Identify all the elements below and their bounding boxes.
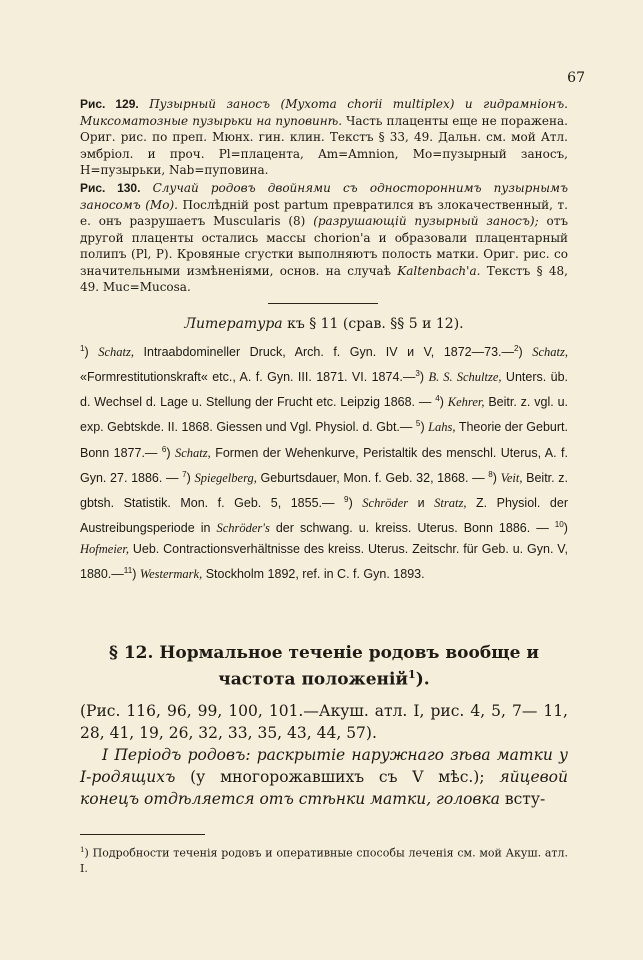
figure-title: Пузырный заносъ (Myxoma chorii multiplex) и гидрамніонъ. Миксоматозные пузырьки на пуповинѣ.: [80, 97, 568, 128]
footnote-rule: [80, 834, 205, 835]
ref-author: Spiegelberg,: [194, 470, 257, 485]
ref-number: 1: [80, 344, 85, 353]
ref-text: Stockholm 1892, ref. in C. f. Gyn. 1893.: [205, 567, 425, 582]
literature-scope: къ § 11 (срав. §§ 5 и 12).: [287, 316, 464, 332]
ref-text: и: [417, 496, 425, 511]
paragraph-text: всту-: [504, 790, 546, 808]
ref-author: B. S. Schultze,: [428, 370, 502, 385]
ref-author: Schröder: [362, 496, 409, 511]
footnote-marker: 1: [408, 668, 416, 681]
ref-author: Stratz,: [434, 496, 467, 511]
ref-number: 5: [415, 419, 421, 429]
ref-text: der schwang. u. kreiss. Uterus. Bonn 1886. —: [275, 521, 555, 536]
figure-italic-name: Kaltenbach'a.: [397, 263, 481, 278]
literature-title: Литература: [184, 316, 283, 332]
ref-number: 8: [488, 469, 493, 479]
figure-caption-129: [80, 96, 568, 179]
ref-number: 9: [344, 494, 349, 504]
ref-author: Kehrer,: [447, 395, 485, 410]
section-body: [80, 700, 568, 810]
footnote-text: ) Подробности теченія родовъ и оперативные способы леченія см. мой Акуш. атл. I.: [80, 846, 568, 875]
ref-text: «Formrestitutionskraft« etc., A. f. Gyn. III. 1871. VI. 1874.—: [80, 370, 416, 385]
figure-italic-note: (разрушающій пузырный заносъ);: [313, 214, 539, 228]
ref-number: 4: [435, 394, 440, 404]
ref-text: Z. Physiol. der Austreibungsperiode in: [80, 496, 568, 536]
figure-label: Рис. 129.: [80, 97, 139, 111]
ref-text: Beitr. z. gbtsh. Statistik. Mon. f. Geb. 5, 1855.—: [80, 470, 568, 511]
figure-title: Случай родовъ двойнями съ одностороннимъ пузырнымъ заносомъ (Mo).: [80, 181, 568, 212]
ref-author: Schatz,: [532, 345, 568, 360]
figure-caption-130: [80, 180, 568, 296]
figure-body: Послѣдній post partum превратился въ злокачественный, т. е. онъ разрушаетъ Muscularis (8): [80, 197, 568, 228]
ref-number: 10: [554, 520, 564, 530]
ref-number: 3: [415, 369, 420, 379]
ref-author: Westermark,: [139, 567, 203, 582]
figure-references: (Рис. 116, 96, 99, 100, 101.—Акуш. атл. I, рис. 4, 5, 7— 11, 28, 41, 19, 26, 32, 33, 35, 43, 44, 57).: [80, 702, 568, 742]
paragraph-text: (у многорожавшихъ съ V мѣс.);: [190, 768, 485, 786]
paragraph-italic: I Періодъ родовъ: раскрытіе наружнаго зѣва матки у I-родящихъ: [80, 746, 568, 786]
ref-author: Lahs,: [428, 420, 456, 435]
footnote: [80, 842, 568, 876]
literature-heading: [80, 316, 568, 332]
ref-author: Schatz,: [98, 345, 134, 360]
section-title: § 12. Нормальное теченіе родовъ вообще и частота положеній: [109, 643, 539, 690]
figure-label: Рис. 130.: [80, 181, 141, 195]
ref-number: 7: [182, 469, 187, 479]
ref-author: Hofmeier,: [80, 542, 129, 557]
ref-number: 6: [161, 444, 167, 454]
reference-list: $^1$) Schatz, Intraabdomineller Druck, Arch. f. Gyn. IV и V, 1872—73.—$^2$) Schatz, «Formrestitutionskraft« etc., A. f. Gyn. III. 1871. VI. 1874.—$^3$) B. S. Schultze, Unters. üb. d. Wechsel d. Lage u. Stellung der Frucht etc. Leipzig 1868. — $^4$) Kehrer, Beitr. z. vgl. u. exp. Gebtskde. II. 1868. Giessen und Vgl. Physiol. d. Gbt.— $^5$) Lahs, Theorie der Geburt. Bonn 1877.— $^6$) Schatz, Formen der Wehenkurve, Peristaltik des menschl. Uterus, A. f. Gyn. 27. 1886. — $^7$) Spiegelberg, Geburtsdauer, Mon. f. Geb. 32, 1868. — $^8$) Veit, Beitr. z. gbtsh. Statistik. Mon. f. Geb. 5, 1855.— $^9$) Schröder и Stratz, Z. Physiol. der Austreibungsperiode in Schröder's der schwang. u. kreiss. Uterus. Bonn 1886. — $^{10}$) Hofmeier, Ueb. Contractionsverhältnisse des kreiss. Uterus. Zeitschr. für Geb. u. Gyn. V, 1880.—$^{11}$) Westermark, Stockholm 1892, ref. in C. f. Gyn. 1893.: [80, 344, 568, 582]
ref-text: Geburtsdauer, Mon. f. Geb. 32, 1868. —: [260, 470, 489, 485]
ref-author: Schröder's: [216, 521, 270, 536]
ref-text: Formen der Wehenkurve, Peristaltik des menschl. Uterus, A. f. Gyn. 27. 1886. —: [80, 445, 568, 485]
figure-body: отъ другой плаценты остались массы chorion'a и образовали плацентарный полипъ (Pl, P). Кровяные сгустки выполняютъ полость матки. Ориг. рис. со значительными измѣненіями, основ. на случаѣ: [80, 214, 568, 278]
ref-author: Schatz,: [174, 445, 211, 460]
ref-text: Theorie der Geburt. Bonn 1877.—: [80, 420, 568, 460]
ref-number: 2: [514, 344, 519, 353]
figure-body: Текстъ § 48, 49. Muc=Mucosa.: [80, 263, 568, 294]
divider: [268, 303, 378, 304]
page-number: 67: [567, 70, 585, 86]
paragraph: [80, 744, 568, 810]
footnote-number: 1: [80, 845, 85, 854]
ref-text: Beitr. z. vgl. u. exp. Gebtskde. II. 1868. Giessen und Vgl. Physiol. d. Gbt.—: [80, 395, 568, 435]
section-heading: [80, 642, 568, 691]
paragraph-italic: яйцевой конецъ отдѣляется отъ стѣнки матки, головка: [80, 768, 568, 808]
ref-text: Intraabdomineller Druck, Arch. f. Gyn. IV и V, 1872—73.—: [143, 345, 515, 360]
ref-author: Veit,: [500, 470, 523, 485]
figure-body: Часть плаценты еще не поражена. Ориг. рис. по преп. Мюнх. гин. клин. Текстъ § 33, 49. Дальн. см. мой Атл. эмбріол. и проч. Pl=плацента, Am=Amnion, Mo=пузырный заносъ, H=пузырьки, Nab=пуповина.: [80, 113, 568, 177]
section-title-end: ).: [415, 669, 430, 690]
ref-text: Ueb. Contractionsverhältnisse des kreiss. Uterus. Zeitschr. für Geb. u. Gyn. V, 1880.—: [80, 542, 568, 582]
ref-text: Unters. üb. d. Wechsel d. Lage u. Stellung der Frucht etc. Leipzig 1868. —: [80, 370, 568, 410]
ref-number: 11: [123, 566, 133, 576]
